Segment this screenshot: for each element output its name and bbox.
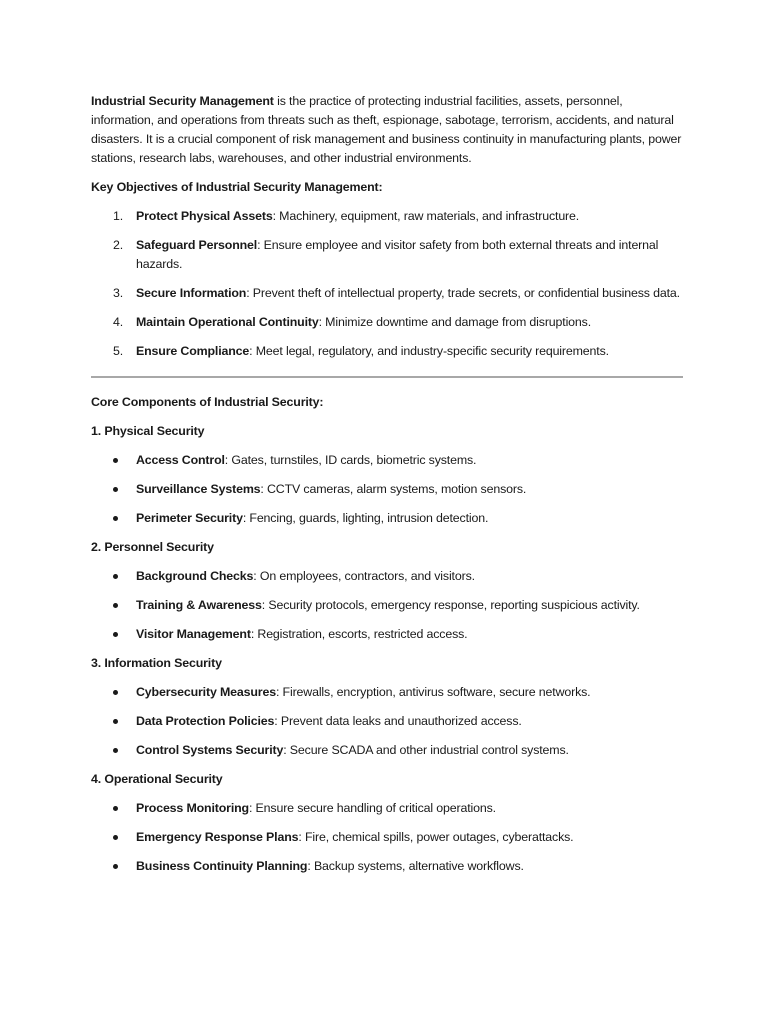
bullet-icon bbox=[113, 748, 118, 753]
item-text: : Secure SCADA and other industrial control systems. bbox=[283, 743, 569, 757]
item-term: Access Control bbox=[136, 453, 225, 467]
bullet-icon bbox=[113, 864, 118, 869]
item-term: Cybersecurity Measures bbox=[136, 685, 276, 699]
item-text: : Firewalls, encryption, antivirus software, secure networks. bbox=[275, 685, 591, 699]
objective-text: : Meet legal, regulatory, and industry-specific security requirements. bbox=[249, 344, 609, 358]
list-item bbox=[91, 596, 683, 615]
objective-text: : Prevent theft of intellectual property, trade secrets, or confidential business data. bbox=[246, 286, 680, 300]
section-heading-operational: 4. Operational Security bbox=[91, 772, 223, 786]
item-term: Surveillance Systems bbox=[136, 482, 261, 496]
item-text: : Fire, chemical spills, power outages, cyberattacks. bbox=[298, 830, 574, 844]
bullet-list-physical bbox=[91, 451, 683, 528]
bullet-icon bbox=[113, 835, 118, 840]
list-item bbox=[91, 683, 683, 702]
bullet-icon bbox=[113, 487, 118, 492]
objective-item bbox=[91, 342, 683, 361]
item-term: Process Monitoring bbox=[136, 801, 249, 815]
objectives-heading: Key Objectives of Industrial Security Management: bbox=[91, 180, 383, 194]
objective-term: Ensure Compliance bbox=[136, 344, 250, 358]
list-item bbox=[91, 799, 683, 818]
bullet-list-operational bbox=[91, 799, 683, 876]
item-term: Training & Awareness bbox=[136, 598, 262, 612]
item-text: : Gates, turnstiles, ID cards, biometric systems. bbox=[224, 453, 477, 467]
intro-paragraph bbox=[91, 92, 683, 168]
objective-item bbox=[91, 236, 683, 274]
list-item bbox=[91, 712, 683, 731]
objective-term: Maintain Operational Continuity bbox=[136, 315, 319, 329]
item-text: : On employees, contractors, and visitors. bbox=[253, 569, 475, 583]
core-components-heading: Core Components of Industrial Security: bbox=[91, 395, 324, 409]
objective-item bbox=[91, 313, 683, 332]
bullet-icon bbox=[113, 632, 118, 637]
item-term: Control Systems Security bbox=[136, 743, 284, 757]
item-text: : CCTV cameras, alarm systems, motion sensors. bbox=[260, 482, 527, 496]
objective-number: 5. bbox=[113, 344, 124, 358]
objective-item bbox=[91, 284, 683, 303]
objective-term: Protect Physical Assets bbox=[136, 209, 273, 223]
item-term: Emergency Response Plans bbox=[136, 830, 299, 844]
section-heading-personnel: 2. Personnel Security bbox=[91, 540, 214, 554]
list-item bbox=[91, 741, 683, 760]
intro-text: is the practice of protecting industrial facilities, assets, personnel, information, and operations from threats such as theft, espionage, sabotage, terrorism, accidents, and natural disasters. It is a crucial component of risk management and business continuity in manufacturing plants, power stations, research labs, warehouses, and other industrial environments. bbox=[91, 94, 682, 165]
item-term: Perimeter Security bbox=[136, 511, 243, 525]
list-item bbox=[91, 857, 683, 876]
list-item bbox=[91, 828, 683, 847]
objective-term: Secure Information bbox=[136, 286, 247, 300]
objective-number: 1. bbox=[113, 209, 124, 223]
item-text: : Fencing, guards, lighting, intrusion detection. bbox=[242, 511, 489, 525]
document-page bbox=[91, 92, 683, 886]
objective-term: Safeguard Personnel bbox=[136, 238, 258, 252]
item-text: : Prevent data leaks and unauthorized access. bbox=[274, 714, 522, 728]
bullet-icon bbox=[113, 516, 118, 521]
item-text: : Backup systems, alternative workflows. bbox=[307, 859, 524, 873]
objective-text: : Minimize downtime and damage from disruptions. bbox=[318, 315, 591, 329]
list-item bbox=[91, 451, 683, 470]
bullet-icon bbox=[113, 690, 118, 695]
list-item bbox=[91, 567, 683, 586]
bullet-list-personnel bbox=[91, 567, 683, 644]
objective-number: 3. bbox=[113, 286, 124, 300]
objective-number: 4. bbox=[113, 315, 124, 329]
bullet-icon bbox=[113, 806, 118, 811]
bullet-list-information bbox=[91, 683, 683, 760]
objective-text: : Machinery, equipment, raw materials, and infrastructure. bbox=[272, 209, 580, 223]
item-text: : Security protocols, emergency response, reporting suspicious activity. bbox=[261, 598, 640, 612]
item-text: : Ensure secure handling of critical operations. bbox=[248, 801, 496, 815]
list-item bbox=[91, 625, 683, 644]
objective-item bbox=[91, 207, 683, 226]
section-heading-physical: 1. Physical Security bbox=[91, 424, 205, 438]
objectives-list bbox=[91, 207, 683, 361]
item-term: Visitor Management bbox=[136, 627, 251, 641]
intro-term: Industrial Security Management bbox=[91, 94, 274, 108]
item-term: Data Protection Policies bbox=[136, 714, 275, 728]
horizontal-divider bbox=[91, 376, 683, 378]
bullet-icon bbox=[113, 719, 118, 724]
bullet-icon bbox=[113, 458, 118, 463]
item-term: Background Checks bbox=[136, 569, 254, 583]
bullet-icon bbox=[113, 603, 118, 608]
item-term: Business Continuity Planning bbox=[136, 859, 308, 873]
list-item bbox=[91, 480, 683, 499]
objective-text: : Ensure employee and visitor safety from both external threats and internal hazards. bbox=[136, 238, 659, 271]
list-item bbox=[91, 509, 683, 528]
bullet-icon bbox=[113, 574, 118, 579]
section-heading-information: 3. Information Security bbox=[91, 656, 222, 670]
item-text: : Registration, escorts, restricted access. bbox=[250, 627, 468, 641]
objective-number: 2. bbox=[113, 238, 124, 252]
